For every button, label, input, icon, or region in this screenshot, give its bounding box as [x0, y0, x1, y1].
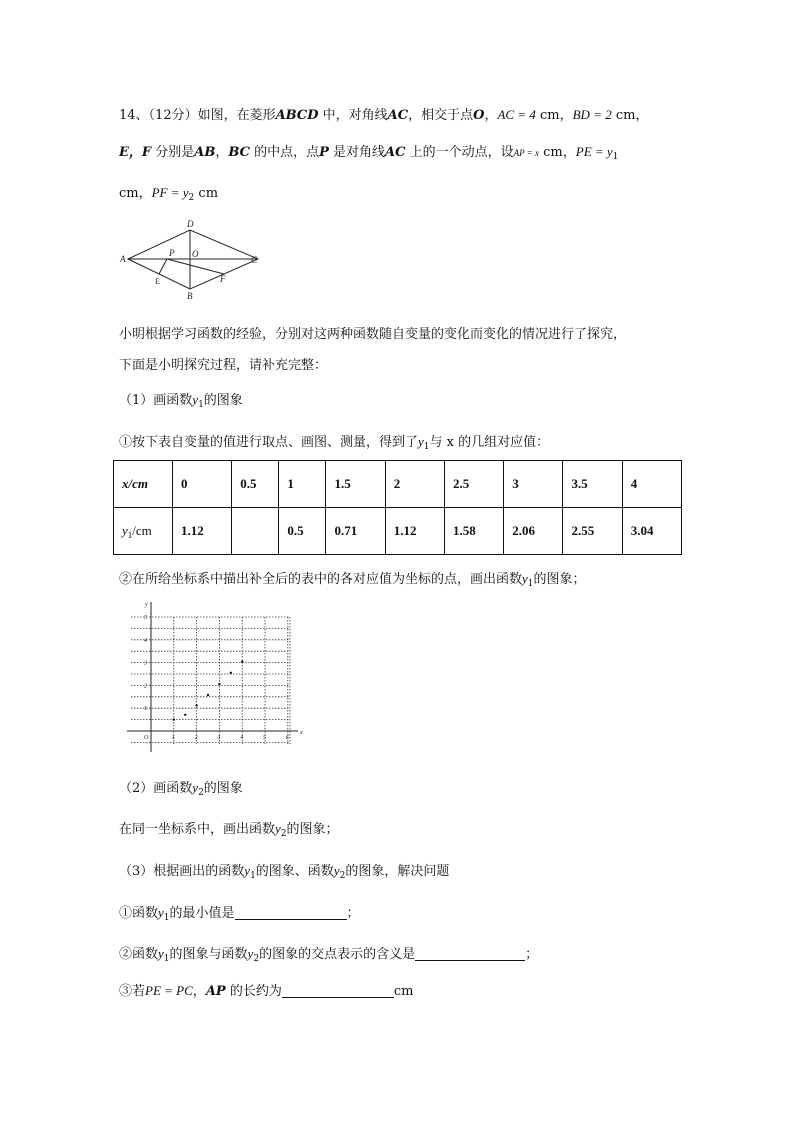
problem-line-2: [119, 141, 618, 162]
text: 上的一个动点，设: [405, 145, 514, 160]
subscript: 1: [527, 579, 534, 589]
text: 的图象、函数: [255, 864, 334, 879]
table-cell: 0: [173, 461, 232, 508]
equation-ac: AC = 4: [497, 107, 536, 122]
equation-pe: PE = y: [575, 144, 613, 159]
text: 的图象，解决问题: [345, 864, 450, 879]
subscript: 1: [127, 529, 133, 540]
equation-ap: AP = x: [513, 148, 539, 158]
segment-ap: AP: [205, 984, 226, 999]
unit: cm，: [611, 108, 649, 123]
text: 的长约为: [225, 984, 282, 999]
subscript: 2: [188, 193, 195, 203]
equation-pe-pc: PE = PC: [145, 983, 193, 998]
data-point: [218, 683, 220, 685]
y-tick-label: 2: [144, 683, 147, 690]
data-point: [241, 660, 243, 662]
y-tick-label: 4: [144, 637, 147, 644]
table-cell: 0.5: [232, 461, 279, 508]
unit: cm，: [539, 145, 576, 160]
subscript: 1: [163, 954, 170, 964]
label-f: F: [220, 274, 226, 284]
table-cell-blank[interactable]: [232, 508, 279, 555]
subscript: 1: [250, 871, 256, 881]
side-bc: BC: [228, 145, 250, 160]
rhombus-figure: [117, 218, 267, 302]
values-table: [113, 460, 682, 555]
variable: y: [244, 863, 251, 878]
diagonal-ac: AC: [385, 145, 406, 160]
table-row-x: [114, 461, 682, 508]
label-e: E: [155, 277, 160, 286]
part3-title: [119, 860, 449, 881]
question-2: [119, 943, 538, 964]
subscript: 1: [198, 400, 204, 410]
x-axis-label: x: [300, 730, 303, 736]
table-cell: 1: [279, 461, 326, 508]
data-point: [173, 718, 175, 720]
answer-blank-2[interactable]: [415, 946, 525, 961]
equation-bd: BD = 2: [572, 107, 612, 122]
text: ③若: [119, 984, 146, 999]
data-point: [195, 704, 197, 706]
table-cell: 1.12: [385, 508, 444, 555]
segment-pe: [159, 259, 167, 274]
table-cell: 1.58: [444, 508, 503, 555]
text: ；: [525, 947, 539, 962]
table-cell: 1.12: [173, 508, 232, 555]
text: （3）根据画出的函数: [119, 864, 245, 879]
x-tick-label: 4: [240, 735, 244, 741]
text: 的图象的交点表示的含义是: [259, 947, 416, 962]
subscript: 2: [253, 954, 260, 964]
origin-label: O: [144, 735, 149, 741]
diagonal-ac: AC: [387, 108, 409, 123]
rhombus-name: ABCD: [275, 108, 319, 123]
table-row-y1: [114, 508, 682, 555]
text: 的中点，点: [249, 145, 320, 160]
label-d: D: [187, 219, 194, 229]
table-cell: 3.04: [622, 508, 681, 555]
text: 的最小值是: [169, 906, 235, 921]
point-p: P: [319, 145, 329, 160]
variable: y: [158, 946, 164, 961]
text: ，: [192, 984, 206, 999]
table-cell: 2: [385, 461, 444, 508]
table-cell: 1.5: [326, 461, 385, 508]
intro-line-1: 小明根据学习函数的经验，分别对这两种函数随自变量的变化而变化的情况进行了探究，: [119, 327, 627, 342]
x-tick-label: 1: [171, 735, 175, 741]
unit: cm，: [119, 186, 152, 201]
text: ②在所给坐标系中描出补全后的表中的各对应值为坐标的点，画出函数: [119, 572, 523, 587]
variable: y: [122, 522, 128, 538]
text: ，: [484, 108, 498, 123]
text: ，相交于点: [408, 108, 474, 123]
table-header-y1: [114, 508, 173, 555]
part2-instruction: [119, 818, 339, 839]
variable: y: [192, 780, 199, 795]
data-point: [230, 672, 232, 674]
text: 与 x 的几组对应值：: [429, 435, 550, 450]
table-cell: 0.5: [279, 508, 326, 555]
text: ①函数: [119, 906, 159, 921]
subscript: 1: [423, 442, 430, 452]
text: ①按下表自变量的值进行取点、画图、测量，得到了: [119, 435, 419, 450]
table-cell: 2.5: [444, 461, 503, 508]
text: ，: [215, 145, 229, 160]
answer-blank-1[interactable]: [235, 905, 347, 920]
problem-line-1: [119, 104, 648, 123]
text: （2）画函数: [119, 781, 193, 796]
subscript: 2: [339, 871, 346, 881]
segment-pf: [167, 259, 224, 274]
table-cell: 2.55: [563, 508, 622, 555]
table-cell: 3.5: [563, 461, 622, 508]
problem-number: 14、（12分）如图，在菱形: [119, 108, 276, 123]
data-point: [207, 694, 209, 696]
label-p: P: [169, 248, 175, 258]
x-tick-label: 3: [217, 735, 221, 741]
unit: cm，: [535, 108, 573, 123]
variable: y: [275, 821, 281, 836]
step2-text: [119, 568, 586, 589]
text: 的图象: [203, 393, 243, 408]
variable: y: [333, 863, 340, 878]
intro-line-2: 下面是小明探究过程，请补充完整：: [119, 358, 328, 373]
answer-blank-3[interactable]: [282, 983, 394, 998]
label-a: A: [120, 254, 126, 264]
subscript: 1: [163, 913, 170, 923]
data-point: [184, 714, 186, 716]
question-1: [119, 902, 360, 923]
text: 的图象与函数: [169, 947, 248, 962]
x-tick-label: 6: [285, 735, 289, 741]
text: 的图象；: [533, 572, 586, 587]
subscript: 2: [280, 829, 287, 839]
variable: y: [247, 946, 254, 961]
part2-title: [119, 777, 243, 798]
text: 是对角线: [328, 145, 386, 160]
y-tick-label: 1: [144, 706, 147, 713]
coordinate-grid: [118, 598, 308, 758]
equation-pf: PF = y: [151, 185, 189, 200]
point-o: O: [473, 108, 485, 123]
table-cell: 3: [504, 461, 563, 508]
y-tick-label: 5: [144, 615, 147, 621]
variable: y: [192, 392, 199, 407]
unit: cm: [194, 186, 219, 201]
table-cell: 4: [622, 461, 681, 508]
table-cell: 2.06: [504, 508, 563, 555]
variable: y: [158, 905, 164, 920]
text: cm: [393, 984, 414, 999]
y-tick-label: 3: [144, 660, 147, 667]
y-axis-label: y: [145, 602, 148, 608]
question-3: [119, 980, 413, 999]
text: （1）画函数: [119, 393, 193, 408]
problem-line-3: [119, 182, 218, 203]
text: 在同一坐标系中，画出函数: [119, 822, 276, 837]
label-b: B: [187, 291, 193, 301]
variable: y: [522, 571, 528, 586]
subscript: 2: [198, 788, 204, 798]
variable: y: [418, 434, 424, 449]
text: 分别是: [151, 145, 195, 160]
points-ef: E，F: [119, 145, 152, 160]
subscript: 1: [612, 152, 619, 162]
side-ab: AB: [194, 145, 216, 160]
text: 的图象: [203, 781, 243, 796]
x-tick-label: 5: [263, 735, 266, 741]
text: 的图象；: [286, 822, 339, 837]
x-tick-label: 2: [194, 735, 198, 741]
label-o: O: [192, 249, 199, 259]
text: 中，对角线: [318, 108, 388, 123]
grid-lines: [131, 617, 290, 744]
text: ；: [346, 906, 360, 921]
part1-title: [119, 389, 243, 410]
label-c: C: [251, 255, 258, 265]
table-cell: 0.71: [326, 508, 385, 555]
text: ②函数: [119, 947, 159, 962]
unit: /cm: [132, 522, 152, 538]
step1-text: [119, 431, 549, 452]
table-header-x: x/cm: [114, 461, 173, 508]
